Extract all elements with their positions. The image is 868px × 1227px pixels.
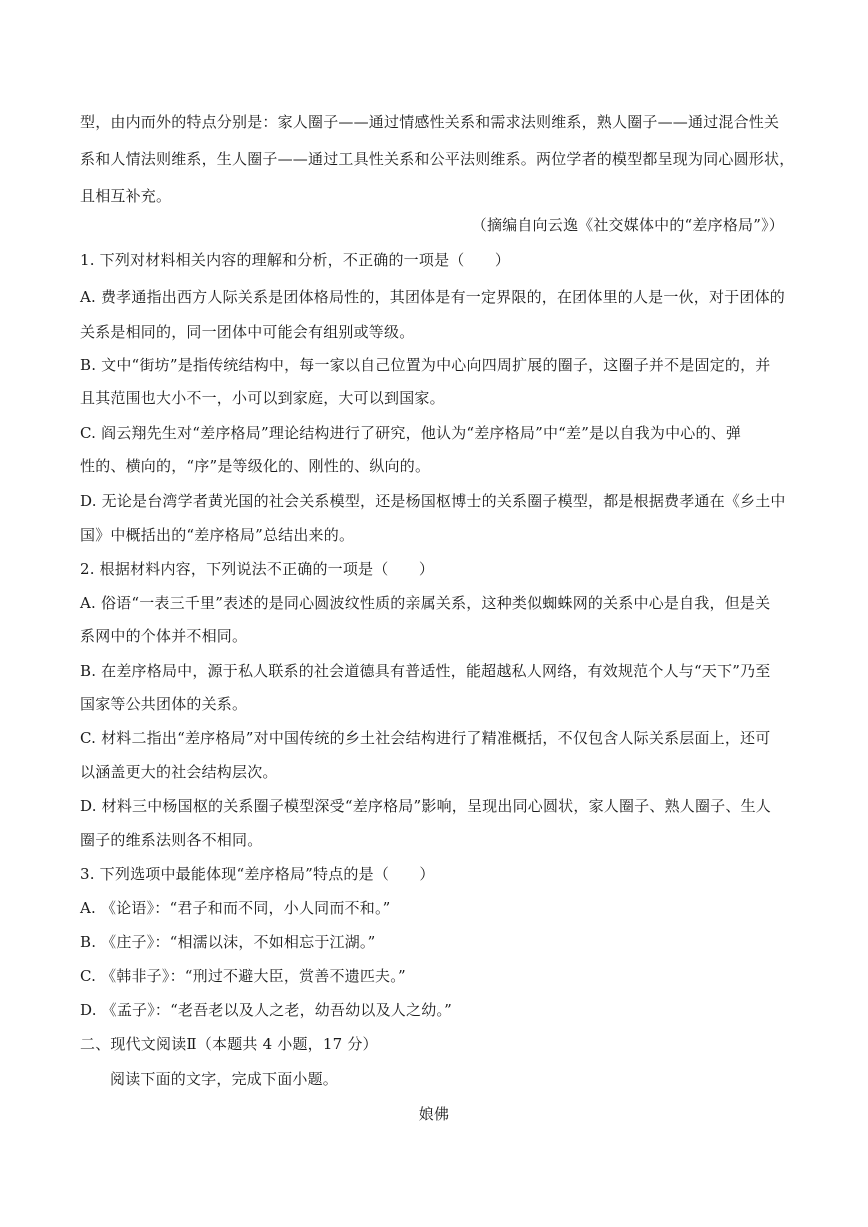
source-citation: （摘编自向云逸《社交媒体中的“差序格局”》） xyxy=(471,216,784,234)
q2-option-c: C. 材料二指出“差序格局”对中国传统的乡土社会结构进行了精准概括，不仅包含人际关系层面上，还可 xyxy=(80,729,771,747)
q2-option-b: B. 在差序格局中，源于私人联系的社会道德具有普适性，能超越私人网络，有效规范个人与“天下”乃至 xyxy=(80,662,771,680)
q1-option-c-cont: 性的、横向的，“序”是等级化的、刚性的、纵向的。 xyxy=(80,457,431,475)
q1-option-a: A. 费孝通指出西方人际关系是团体格局性的，其团体是有一定界限的，在团体里的人是一伙，对于团体的 xyxy=(80,288,785,306)
q2-option-b-cont: 国家等公共团体的关系。 xyxy=(80,695,248,713)
q1-option-c: C. 阎云翔先生对“差序格局”理论结构进行了研究，他认为“差序格局”中“差”是以自我为中心的、弹 xyxy=(80,424,742,442)
q2-option-d: D. 材料三中杨国枢的关系圈子模型深受“差序格局”影响，呈现出同心圆状，家人圈子、熟人圈子、生人 xyxy=(80,797,771,815)
story-title: 娘佛 xyxy=(418,1105,450,1123)
q2-option-d-cont: 圈子的维系法则各不相同。 xyxy=(80,831,263,849)
q3-option-a: A. 《论语》：“君子和而不同，小人同而不和。” xyxy=(80,899,391,917)
passage-line: 系和人情法则维系，生人圈子——通过工具性关系和公平法则维系。两位学者的模型都呈现为同心圆形状， xyxy=(80,150,795,168)
q3-option-d: D. 《孟子》：“老吾老以及人之老，幼吾幼以及人之幼。” xyxy=(80,1001,452,1019)
question-1-stem: 1. 下列对材料相关内容的理解和分析，不正确的一项是（ ） xyxy=(80,251,511,269)
q1-option-d: D. 无论是台湾学者黄光国的社会关系模型，还是杨国枢博士的关系圈子模型，都是根据费孝通在《乡土中 xyxy=(80,492,786,510)
section-instruction: 阅读下面的文字，完成下面小题。 xyxy=(110,1070,339,1088)
question-3-stem: 3. 下列选项中最能体现“差序格局”特点的是（ ） xyxy=(80,865,435,883)
passage-line: 且相互补充。 xyxy=(80,187,172,205)
q1-option-b: B. 文中“街坊”是指传统结构中，每一家以自己位置为中心向四周扩展的圈子，这圈子并不是固定的，并 xyxy=(80,356,771,374)
question-2-stem: 2. 根据材料内容，下列说法不正确的一项是（ ） xyxy=(80,560,435,578)
q1-option-a-cont: 关系是相同的，同一团体中可能会有组别或等级。 xyxy=(80,323,415,341)
q3-option-b: B. 《庄子》：“相濡以沫，不如相忘于江湖。” xyxy=(80,933,376,951)
section-heading: 二、现代文阅读Ⅱ（本题共 4 小题，17 分） xyxy=(80,1035,378,1053)
passage-line: 型，由内而外的特点分别是：家人圈子——通过情感性关系和需求法则维系，熟人圈子——通过混合性关 xyxy=(80,113,780,131)
q2-option-c-cont: 以涵盖更大的社会结构层次。 xyxy=(80,763,278,781)
q2-option-a: A. 俗语“一表三千里”表述的是同心圆波纹性质的亲属关系，这种类似蜘蛛网的关系中心是自我，但是关 xyxy=(80,594,771,612)
q2-option-a-cont: 系网中的个体并不相同。 xyxy=(80,627,248,645)
q3-option-c: C. 《韩非子》：“刑过不避大臣，赏善不遗匹夫。” xyxy=(80,967,406,985)
q1-option-d-cont: 国》中概括出的“差序格局”总结出来的。 xyxy=(80,526,355,544)
q1-option-b-cont: 且其范围也大小不一，小可以到家庭，大可以到国家。 xyxy=(80,389,445,407)
